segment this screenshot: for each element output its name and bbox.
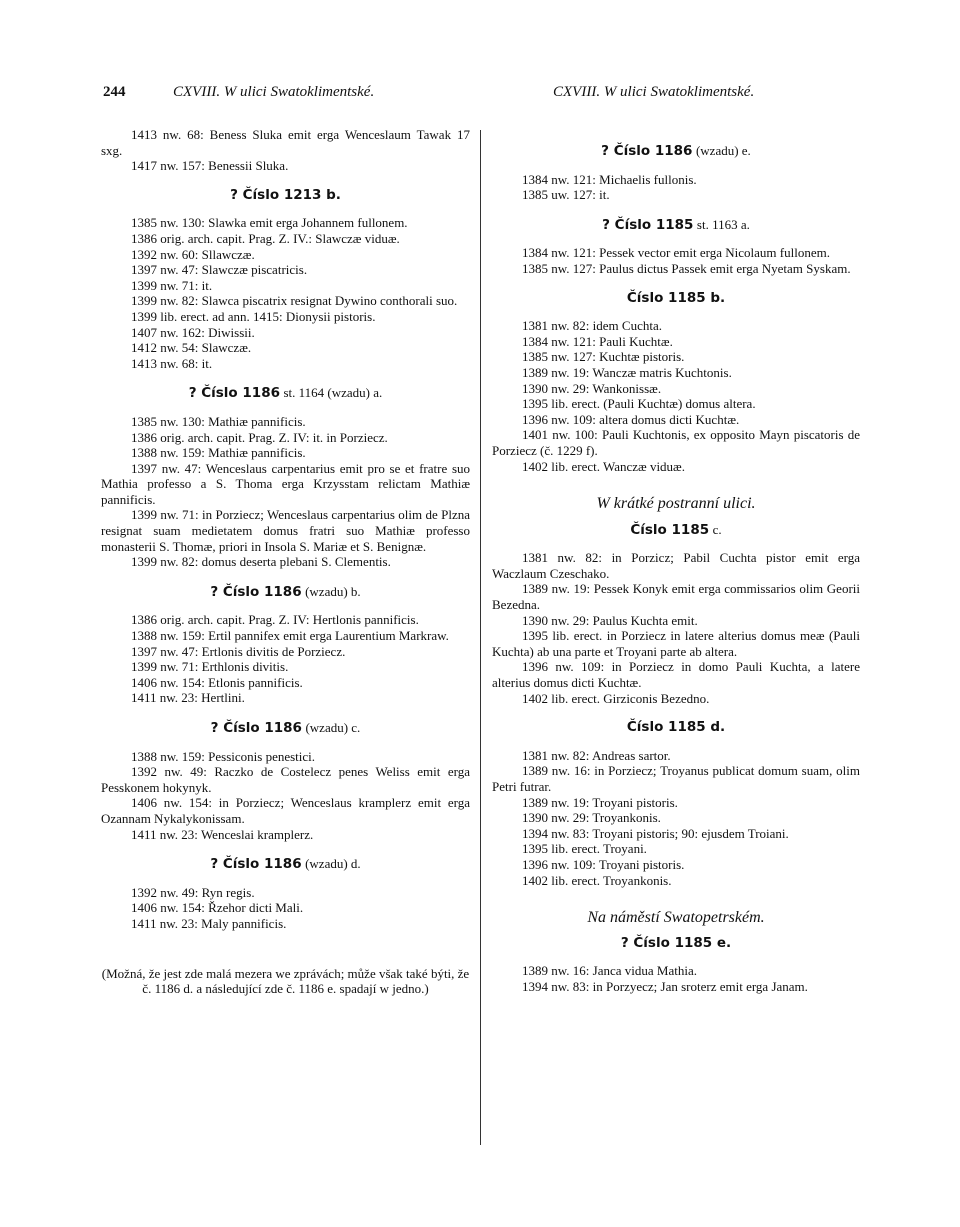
entry-list <box>492 963 860 994</box>
entry: 1395 lib. erect. (Pauli Kuchtæ) domus altera. <box>522 396 756 412</box>
entry: 1402 lib. erect. Troyankonis. <box>522 872 672 888</box>
section-heading: ? Číslo 1186 (wzadu) e. <box>601 143 751 159</box>
entry: 1411 nw. 23: Maly pannificis. <box>131 915 287 931</box>
entry: 1399 nw. 71: in Porziecz; Wenceslaus carpentarius olim de Plzna resignat suam medietatem domus fratri suo Mathiæ professo monasterii S. Thomæ, priori in Insola S. Mariæ et S. Benignæ. <box>101 507 470 554</box>
entry: 1407 nw. 162: Diwissii. <box>131 324 255 340</box>
entry: 1386 orig. arch. capit. Prag. Z. IV: Hertlonis pannificis. <box>131 612 419 628</box>
entry: 1394 nw. 83: in Porzyecz; Jan sroterz emit erga Janam. <box>522 978 808 994</box>
section-heading: ? Číslo 1186 (wzadu) d. <box>210 856 361 873</box>
entry: 1394 nw. 83: Troyani pistoris; 90: ejusdem Troiani. <box>522 825 789 841</box>
entry: 1392 nw. 60: Sllawczæ. <box>131 246 255 262</box>
section-heading: ? Číslo 1186 (wzadu) c. <box>210 720 361 736</box>
entry-list <box>101 612 470 706</box>
editorial-note: (Možná, že jest zde malá mezera we zprávách; může však také býti, že č. 1186 d. a následující zde č. 1186 e. spadají w jedno.) <box>101 965 470 997</box>
section-heading: Číslo 1185 c. <box>630 521 722 538</box>
section-heading: Číslo 1185 b. <box>626 289 726 306</box>
entry: 1402 lib. erect. Wanczæ viduæ. <box>522 458 685 474</box>
entry: 1406 nw. 154: Řzehor dicti Mali. <box>131 900 304 916</box>
running-head-right: CXVIII. W ulici Swatoklimentské. <box>553 84 755 100</box>
entry-list <box>101 749 470 843</box>
entry: 1389 nw. 19: Troyani pistoris. <box>522 794 678 810</box>
entry: 1389 nw. 19: Wanczæ matris Kuchtonis. <box>522 364 732 380</box>
entry: 1395 lib. erect. Troyani. <box>522 841 647 857</box>
entry: 1385 nw. 130: Slawka emit erga Johannem fullonem. <box>131 215 408 231</box>
left-column <box>101 127 470 997</box>
entry: 1389 nw. 16: Janca vidua Mathia. <box>522 963 697 979</box>
section-heading: ? Číslo 1213 b. <box>230 186 341 203</box>
entry: 1384 nw. 121: Michaelis fullonis. <box>522 171 697 187</box>
entry: 1385 nw. 127: Paulus dictus Passek emit erga Nyetam Syskam. <box>522 260 851 276</box>
entry: 1401 nw. 100: Pauli Kuchtonis, ex opposito Mayn piscatoris de Porziecz (č. 1229 f). <box>492 427 860 458</box>
intro-entries <box>101 127 470 174</box>
entry: 1397 nw. 47: Wenceslaus carpentarius emit pro se et fratre suo Mathia professo a S. Thoma erga Krzysstam relictam Mathiæ pannificis. <box>101 460 470 507</box>
entry: 1406 nw. 154: Etlonis pannificis. <box>131 674 303 690</box>
entry: 1381 nw. 82: Andreas sartor. <box>522 747 671 763</box>
entry-list <box>492 172 860 203</box>
entry: 1390 nw. 29: Wankonissæ. <box>522 380 662 396</box>
entry-list <box>101 885 470 932</box>
square-section-title: Na náměstí Swatopetrském. <box>587 909 765 927</box>
entry: 1396 nw. 109: altera domus dicti Kuchtæ. <box>522 411 740 427</box>
entry: 1390 nw. 29: Paulus Kuchta emit. <box>522 612 698 628</box>
entry: 1413 nw. 68: it. <box>131 355 213 371</box>
entry: 1388 nw. 159: Pessiconis penestici. <box>131 748 316 764</box>
section-heading: ? Číslo 1185 e. <box>620 934 732 951</box>
entry: 1385 nw. 130: Mathiæ pannificis. <box>131 413 306 429</box>
entry: 1385 uw. 127: it. <box>522 187 610 203</box>
section-heading: Číslo 1185 d. <box>626 719 726 736</box>
entry: 1396 nw. 109: Troyani pistoris. <box>522 856 685 872</box>
right-column <box>492 127 860 995</box>
street-section-title: W krátké postranní ulici. <box>596 495 756 513</box>
entry: 1389 nw. 19: Pessek Konyk emit erga commissarios olim Georii Bezedna. <box>492 581 860 613</box>
entry: 1399 nw. 82: domus deserta plebani S. Clementis. <box>131 554 391 570</box>
entry: 1411 nw. 23: Wenceslai kramplerz. <box>131 826 314 842</box>
entry: 1388 nw. 159: Mathiæ pannificis. <box>131 445 306 461</box>
section-heading: ? Číslo 1186 st. 1164 (wzadu) a. <box>188 385 383 402</box>
entry: 1388 nw. 159: Ertil pannifex emit erga Laurentium Markraw. <box>131 628 449 644</box>
entry: 1399 nw. 82: Slawca piscatrix resignat Dywino conthorali suo. <box>131 293 458 309</box>
entry: 1413 nw. 68: Beness Sluka emit erga Wenceslaum Tawak 17 sxg. <box>101 127 470 158</box>
entry-list <box>492 245 860 276</box>
entry: 1389 nw. 16: in Porziecz; Troyanus publicat domum suam, olim Petri futrar. <box>492 763 860 794</box>
entry: 1399 nw. 71: Erthlonis divitis. <box>131 659 289 675</box>
entry: 1397 nw. 47: Slawczæ piscatricis. <box>131 262 308 278</box>
entry: 1411 nw. 23: Hertlini. <box>131 690 245 706</box>
entry: 1392 nw. 49: Raczko de Costelecz penes Weliss emit erga Pesskonem hokynyk. <box>101 764 470 795</box>
entry: 1381 nw. 82: in Porzicz; Pabil Cuchta pistor emit erga Waczlaum Czeschako. <box>492 550 860 581</box>
running-head-left: CXVIII. W ulici Swatoklimentské. <box>173 84 375 100</box>
entry: 1386 orig. arch. capit. Prag. Z. IV.: Slawczæ viduæ. <box>131 230 400 246</box>
entry: 1385 nw. 127: Kuchtæ pistoris. <box>522 349 685 365</box>
entry: 1384 nw. 121: Pauli Kuchtæ. <box>522 333 673 349</box>
entry: 1417 nw. 157: Benessii Sluka. <box>131 158 289 174</box>
entry-list <box>492 748 860 888</box>
column-divider <box>480 130 481 1145</box>
entry-list <box>101 414 470 570</box>
entry: 1399 lib. erect. ad ann. 1415: Dionysii pistoris. <box>131 308 376 324</box>
page-number: 244 <box>103 84 126 100</box>
entry: 1392 nw. 49: Ryn regis. <box>131 884 255 900</box>
entry: 1381 nw. 82: idem Cuchta. <box>522 318 662 334</box>
section-heading: ? Číslo 1186 (wzadu) b. <box>210 583 361 600</box>
entry-list <box>492 550 860 706</box>
entry: 1402 lib. erect. Girziconis Bezedno. <box>522 690 710 706</box>
entry: 1386 orig. arch. capit. Prag. Z. IV: it. in Porziecz. <box>131 429 388 445</box>
entry: 1406 nw. 154: in Porziecz; Wenceslaus kramplerz emit erga Ozannam Nykalykonissam. <box>101 795 470 826</box>
entry: 1412 nw. 54: Slawczæ. <box>131 340 252 356</box>
entry: 1395 lib. erect. in Porziecz in latere alterius domus meæ (Pauli Kuchta) ab una parte et Troyani parte ab altera. <box>492 628 860 659</box>
entry: 1384 nw. 121: Pessek vector emit erga Nicolaum fullonem. <box>522 245 830 261</box>
section-heading: ? Číslo 1185 st. 1163 a. <box>602 216 750 233</box>
entry: 1399 nw. 71: it. <box>131 277 213 293</box>
entry-list <box>101 215 470 371</box>
entry: 1396 nw. 109: in Porziecz in domo Pauli Kuchta, a latere alterius domus dicti Kuchtæ. <box>492 659 860 691</box>
entry: 1390 nw. 29: Troyankonis. <box>522 810 661 826</box>
entry: 1397 nw. 47: Ertlonis divitis de Porziecz. <box>131 643 346 659</box>
entry-list <box>492 318 860 474</box>
